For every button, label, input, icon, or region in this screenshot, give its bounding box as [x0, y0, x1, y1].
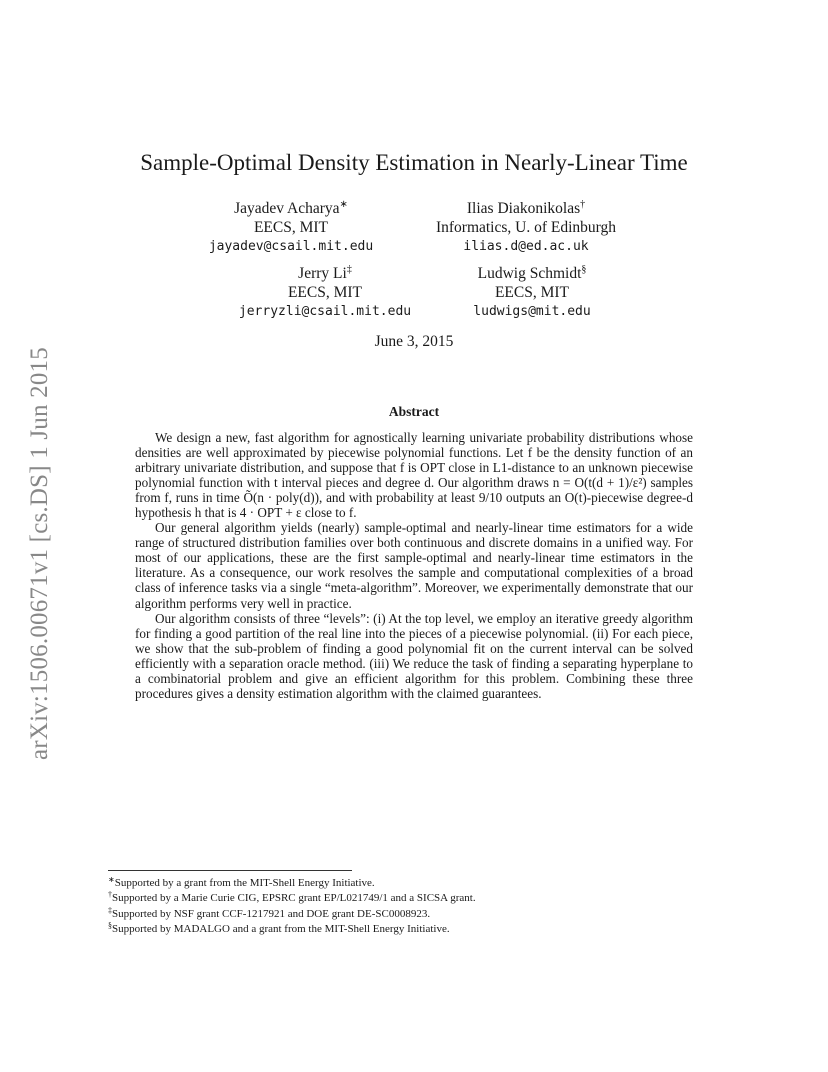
author-email[interactable]: jerryzli@csail.mit.edu: [238, 304, 412, 319]
footnote-marker: §: [581, 264, 587, 275]
footnote: †Supported by a Marie Curie CIG, EPSRC grant EP/L021749/1 and a SICSA grant.: [108, 890, 476, 905]
abstract-body: [135, 430, 693, 701]
author-name: Ilias Diakonikolas†: [466, 199, 586, 217]
author-affiliation: Informatics, U. of Edinburgh: [435, 219, 617, 236]
author-email[interactable]: ilias.d@ed.ac.uk: [463, 239, 589, 254]
footnote-marker: ∗: [339, 199, 348, 210]
publication-date: June 3, 2015: [374, 333, 454, 350]
author-email[interactable]: ludwigs@mit.edu: [473, 304, 591, 319]
abstract-paragraph: Our algorithm consists of three “levels”: (i) At the top level, we employ an iterative greedy algorithm for finding a good partition of the real line into the pieces of a piecewise polynomial. (ii) For each piece, we show that the sub-problem of finding a good polynomial fit on the current interval can be solved efficiently with a separation oracle method. (iii) We reduce the task of finding a separating hyperplane to a combinatorial problem and give an efficient algorithm for this problem. Combining these three procedures gives a density estimation algorithm with the claimed guarantees.: [135, 610, 693, 701]
author-affiliation: EECS, MIT: [253, 219, 329, 236]
footnote-mark: §: [108, 920, 112, 930]
author-email[interactable]: jayadev@csail.mit.edu: [208, 239, 374, 254]
footnote: §Supported by MADALGO and a grant from the MIT-Shell Energy Initiative.: [108, 920, 450, 935]
author-block: [410, 199, 642, 256]
footnotes: [108, 876, 728, 937]
abstract-heading: Abstract: [388, 404, 440, 419]
footnote-mark: ∗: [108, 875, 115, 884]
footnote-mark: †: [108, 890, 112, 900]
footnote-marker: †: [580, 199, 586, 210]
footnote-mark: ‡: [108, 905, 112, 915]
author-name: Ludwig Schmidt§: [477, 264, 587, 282]
author-name: Jerry Li‡: [298, 264, 352, 282]
author-block: [220, 264, 430, 321]
author-name: Jayadev Acharya∗: [234, 199, 348, 217]
author-block: [452, 264, 612, 321]
author-affiliation: EECS, MIT: [494, 284, 570, 301]
footnote-marker: ‡: [346, 264, 352, 275]
author-block: [196, 199, 386, 256]
author-affiliation: EECS, MIT: [287, 284, 363, 301]
footnote-rule: [108, 870, 352, 871]
abstract-paragraph: We design a new, fast algorithm for agnostically learning univariate probability distributions whose densities are well approximated by piecewise polynomial functions. Let f be the density function of an arbitrary univariate distribution, and suppose that f is OPT close in L1-distance to an unknown piecewise polynomial function with t interval pieces and degree d. Our algorithm draws n = O(t(d + 1)/ε²) samples from f, runs in time Õ(n · poly(d)), and with probability at least 9/10 outputs an O(t)-piecewise degree-d hypothesis h that is 4 · OPT + ε close to f.: [135, 430, 693, 521]
footnote: ‡Supported by NSF grant CCF-1217921 and DOE grant DE-SC0008923.: [108, 905, 431, 920]
abstract-paragraph: Our general algorithm yields (nearly) sample-optimal and nearly-linear time estimators for a wide range of structured distribution families over both continuous and discrete domains in a unified way. For most of our applications, these are the first sample-optimal and nearly-linear time estimators in the literature. As a consequence, our work resolves the sample and computational complexities of a broad class of inference tasks via a single “meta-algorithm”. Moreover, we experimentally demonstrate that our algorithm performs very well in practice.: [135, 520, 693, 611]
paper-title: Sample-Optimal Density Estimation in Nearly-Linear Time: [140, 150, 688, 175]
footnote: ∗Supported by a grant from the MIT-Shell Energy Initiative.: [108, 875, 375, 889]
arxiv-identifier: arXiv:1506.00671v1 [cs.DS] 1 Jun 2015: [26, 347, 53, 760]
